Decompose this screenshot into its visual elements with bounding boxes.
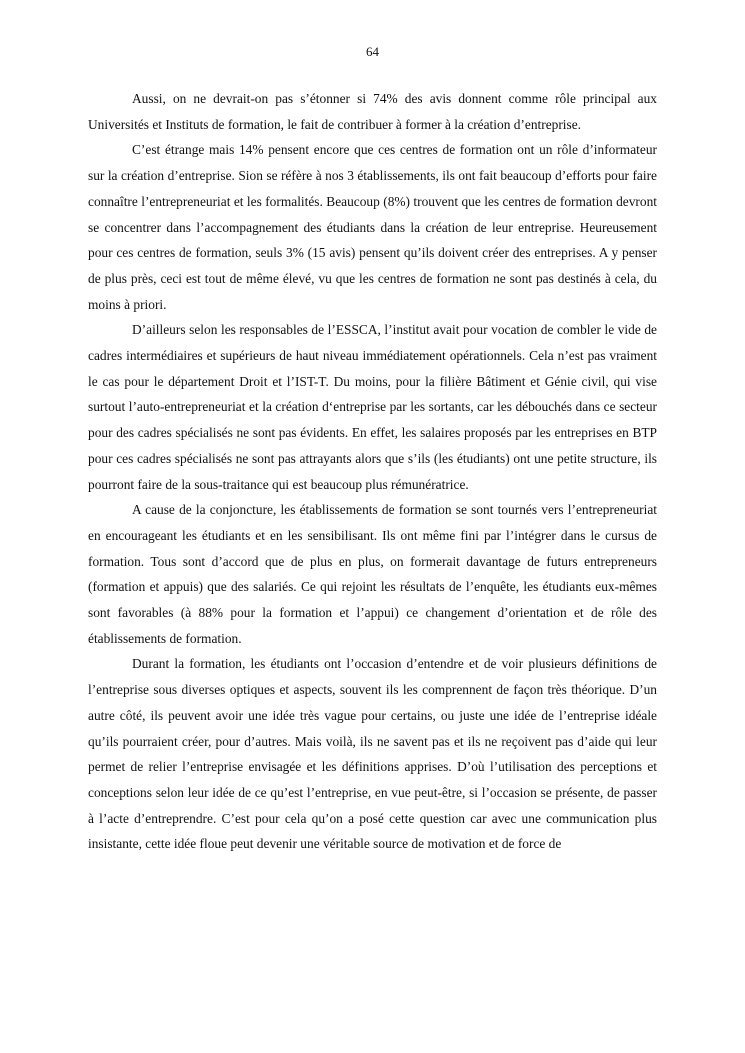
page-number: 64 bbox=[366, 44, 379, 59]
paragraph-5: Durant la formation, les étudiants ont l’occasion d’entendre et de voir plusieurs définitions de l’entreprise sous diverses optiques et aspects, souvent ils les comprennent de façon très théorique. D’un autre côté, ils peuvent avoir une idée très vague pour certains, ou juste une idée de l’entreprise idéale qu’ils pourraient créer, pour d’autres. Mais voilà, ils ne savent pas et ils ne reçoivent pas d’aide qui leur permet de relier l’entreprise envisagée et les définitions apprises. D’où l’utilisation des perceptions et conceptions selon leur idée de ce qu’est l’entreprise, en vue peut-être, si l’occasion se présente, de passer à l’acte d’entreprendre. C’est pour cela qu’on a posé cette question car avec une communication plus insistante, cette idée floue peut devenir une véritable source de motivation et de force de bbox=[88, 656, 657, 852]
paragraph-3: D’ailleurs selon les responsables de l’ESSCA, l’institut avait pour vocation de combler le vide de cadres intermédiaires et supérieurs de haut niveau immédiatement opérationnels. Cela n’est pas vraiment le cas pour le département Droit et l’IST-T. Du moins, pour la filière Bâtiment et Génie civil, qui vise surtout l’auto-entrepreneuriat et la création d‘entreprise par les sortants, car les débouchés dans ce secteur pour des cadres spécialisés ne sont pas évidents. En effet, les salaires proposés par les entreprises en BTP pour ces cadres spécialisés ne sont pas attrayants alors que s’ils (les étudiants) ont une petite structure, ils pourront faire de la sous-traitance qui est beaucoup plus rémunératrice. bbox=[88, 322, 657, 492]
paragraph-1: Aussi, on ne devrait-on pas s’étonner si 74% des avis donnent comme rôle principal aux Universités et Instituts de formation, le fait de contribuer à former à la création d’entreprise. bbox=[88, 91, 657, 132]
paragraph-4: A cause de la conjoncture, les établissements de formation se sont tournés vers l’entrepreneuriat en encourageant les étudiants et en les sensibilisant. Ils ont même fini par l’intégrer dans le cursus de formation. Tous sont d’accord que de plus en plus, on formerait davantage de futurs entrepreneurs (formation et appuis) que des salariés. Ce qui rejoint les résultats de l’enquête, les étudiants eux-mêmes sont favorables (à 88% pour la formation et l’appui) ce changement d’orientation et de rôle des établissements de formation. bbox=[88, 502, 657, 646]
document-body bbox=[88, 86, 657, 857]
paragraph-2: C’est étrange mais 14% pensent encore que ces centres de formation ont un rôle d’informateur sur la création d’entreprise. Sion se réfère à nos 3 établissements, ils ont fait beaucoup d’efforts pour faire connaître l’entrepreneuriat et les formalités. Beaucoup (8%) trouvent que les centres de formation devront se concentrer dans l’accompagnement des étudiants dans la création de leur entreprise. Heureusement pour ces centres de formation, seuls 3% (15 avis) pensent qu’ils doivent créer des entreprises. A y penser de plus près, ceci est tout de même élevé, vu que les centres de formation ne sont pas destinés à cela, du moins à priori. bbox=[88, 142, 657, 312]
